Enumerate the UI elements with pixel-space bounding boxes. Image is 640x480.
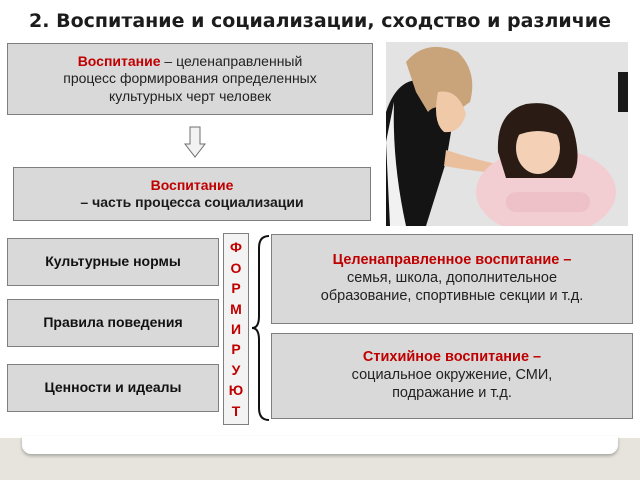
slide-card-edge <box>22 436 618 454</box>
spontaneous-education-box <box>271 333 633 419</box>
purposeful-text-2: образование, спортивные секции и т.д. <box>320 287 584 304</box>
forms-letter: Ю <box>228 382 244 399</box>
part-of-socialization-box <box>13 167 371 221</box>
purposeful-text-1: семья, школа, дополнительное <box>346 270 558 287</box>
down-arrow-icon <box>184 126 206 158</box>
part-term: Воспитание <box>150 176 234 193</box>
forms-letter: И <box>230 320 242 337</box>
category-values-ideals: Ценности и идеалы <box>7 364 219 412</box>
spontaneous-text-2: подражание и т.д. <box>392 384 512 401</box>
illustration-photo <box>386 42 628 226</box>
forms-letter: Т <box>231 402 241 419</box>
definition-text-2: процесс формирования определенных <box>63 70 317 87</box>
definition-text-3: культурных черт человек <box>108 87 271 104</box>
forms-letter: У <box>231 361 241 378</box>
definition-box <box>7 43 373 115</box>
spontaneous-heading: Стихийное воспитание – <box>362 349 542 366</box>
forms-letter: Р <box>231 280 241 297</box>
spontaneous-text-1: социальное окружение, СМИ, <box>351 367 553 384</box>
definition-text-1: – целенаправленный <box>160 53 303 70</box>
forms-letter: Ф <box>230 239 242 256</box>
forms-vertical-label <box>223 233 249 425</box>
curly-brace-icon <box>251 234 271 422</box>
forms-letter: Р <box>231 341 241 358</box>
purposeful-heading: Целенаправленное воспитание – <box>332 252 572 269</box>
scolding-photo-image <box>386 42 628 226</box>
purposeful-education-box <box>271 234 633 324</box>
category-behavior-rules: Правила поведения <box>7 299 219 347</box>
forms-letter: М <box>230 300 242 317</box>
part-text: – часть процесса социализации <box>80 194 304 210</box>
forms-letter: О <box>230 259 242 276</box>
category-cultural-norms: Культурные нормы <box>7 238 219 286</box>
definition-term: Воспитание <box>77 53 161 70</box>
slide-title: 2. Воспитание и социализации, сходство и различие <box>29 10 611 32</box>
